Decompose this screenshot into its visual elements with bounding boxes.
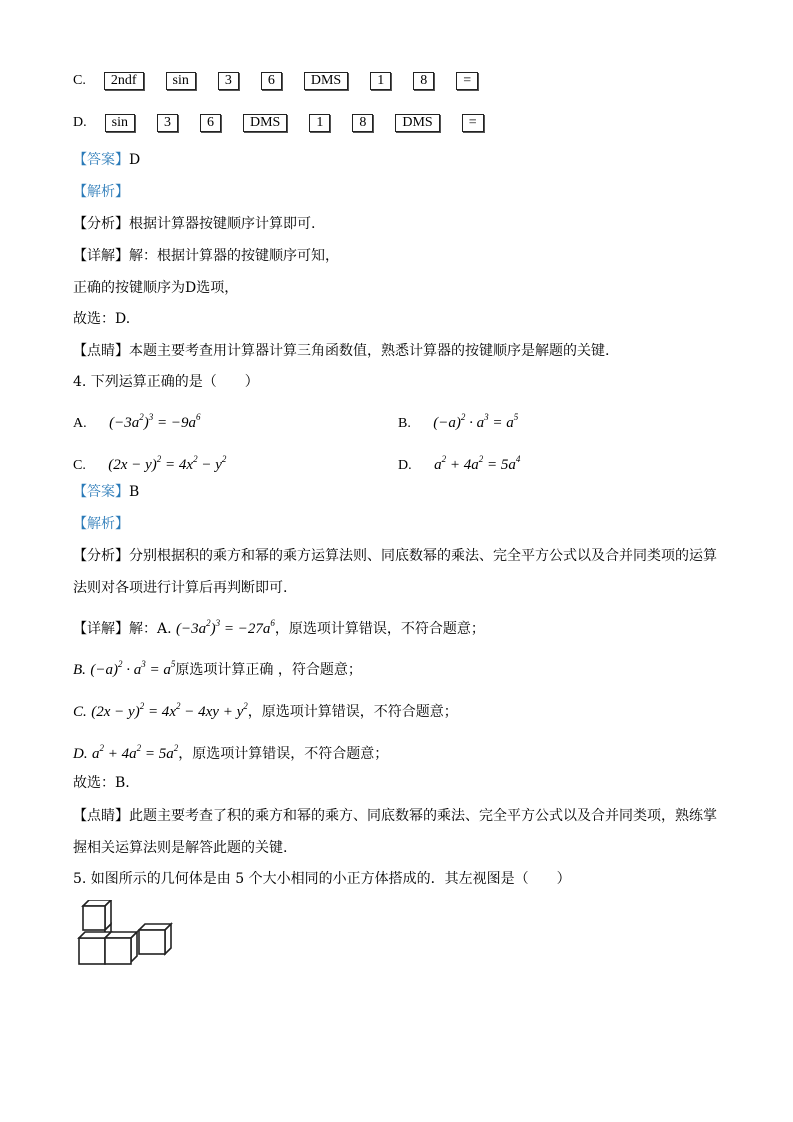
formula: $(-3a^2)^3 = -9a^6$ xyxy=(109,412,201,431)
cube-diagram xyxy=(75,900,185,970)
calc-key: DMS xyxy=(304,72,348,90)
detail-prefix: 【详解】解：A. xyxy=(73,621,172,637)
q4-analysis-tag: 【解析】 xyxy=(73,516,129,532)
q4-dianjing-2: 握相关运算法则是解答此题的关键. xyxy=(73,840,288,856)
q4-conclusion: 故选：B. xyxy=(73,775,130,791)
q4-answer xyxy=(73,482,139,502)
calc-key: 1 xyxy=(309,114,330,132)
calc-key: sin xyxy=(166,72,196,90)
option-label: D. xyxy=(73,115,87,130)
detail-suffix: ，原选项计算错误，不符合题意； xyxy=(274,621,485,637)
option-label: C. xyxy=(73,458,86,473)
formula: $(-a)^2 \cdot a^3 = a^5$ xyxy=(90,659,176,678)
q4-option-d xyxy=(398,449,520,476)
calc-key: 8 xyxy=(352,114,373,132)
q3-xiangjie: 【详解】解：根据计算器的按键顺序可知， xyxy=(73,248,339,264)
formula: $(-a)^2 \cdot a^3 = a^5$ xyxy=(433,412,519,431)
calc-key: sin xyxy=(105,114,135,132)
calc-key: 6 xyxy=(200,114,221,132)
detail-prefix: B. xyxy=(73,662,86,678)
q3-line2: 正确的按键顺序为D选项， xyxy=(73,280,239,296)
option-c-keys xyxy=(73,72,500,90)
option-label: A. xyxy=(73,416,87,431)
detail-suffix: ，原选项计算错误，不符合题意； xyxy=(247,704,458,720)
calc-key: 2ndf xyxy=(104,72,144,90)
formula: $(2x - y)^2 = 4x^2 - y^2$ xyxy=(108,454,227,473)
q3-dianjing: 【点睛】本题主要考查用计算器计算三角函数值，熟悉计算器的按键顺序是解题的关键. xyxy=(73,343,610,359)
calc-key: = xyxy=(462,114,484,132)
calc-key: 6 xyxy=(261,72,282,90)
detail-prefix: D. xyxy=(73,746,88,762)
q4-option-a xyxy=(73,407,200,434)
q4-detail-c xyxy=(73,696,458,722)
calc-key: DMS xyxy=(243,114,287,132)
calc-key: = xyxy=(456,72,478,90)
detail-prefix: C. xyxy=(73,704,87,720)
q5-stem: 5. 如图所示的几何体是由 5 个大小相同的小正方体搭成的．其左视图是（ ） xyxy=(73,871,571,887)
answer-tag: 【答案】 xyxy=(73,152,129,168)
answer-value: B xyxy=(129,484,140,500)
formula: $(2x - y)^2 = 4x^2 - 4xy + y^2$ xyxy=(91,701,248,720)
q4-fenxi-2: 法则对各项进行计算后再判断即可. xyxy=(73,580,288,596)
answer-tag: 【答案】 xyxy=(73,484,129,500)
q4-dianjing-1: 【点睛】此题主要考查了积的乘方和幂的乘方、同底数幂的乘法、完全平方公式以及合并同类项，熟练掌 xyxy=(73,808,717,824)
option-d-keys xyxy=(73,114,506,132)
q4-detail-a xyxy=(73,613,485,639)
option-label: C. xyxy=(73,73,86,88)
q3-answer xyxy=(73,150,140,170)
q3-fenxi: 【分析】根据计算器按键顺序计算即可. xyxy=(73,216,316,232)
q4-detail-d xyxy=(73,738,388,764)
detail-suffix: ，原选项计算错误，不符合题意； xyxy=(178,746,389,762)
detail-suffix: 原选项计算正确 ，符合题意； xyxy=(175,662,362,678)
calc-key: 3 xyxy=(157,114,178,132)
answer-value: D xyxy=(129,152,141,168)
option-label: D. xyxy=(398,458,412,473)
q4-stem: 4. 下列运算正确的是（ ） xyxy=(73,374,259,390)
q4-option-b xyxy=(398,407,518,434)
option-label: B. xyxy=(398,416,411,431)
q3-analysis-tag: 【解析】 xyxy=(73,184,129,200)
cube-figure xyxy=(75,900,185,974)
q4-fenxi-1: 【分析】分别根据积的乘方和幂的乘方运算法则、同底数幂的乘法、完全平方公式以及合并同类项的运算 xyxy=(73,548,717,564)
calc-key: 1 xyxy=(370,72,391,90)
q4-detail-b xyxy=(73,654,362,680)
calc-key: DMS xyxy=(395,114,439,132)
formula: $a^2 + 4a^2 = 5a^2$ xyxy=(92,743,179,762)
q3-conclusion: 故选：D. xyxy=(73,311,131,327)
q4-option-c xyxy=(73,449,226,476)
calc-key: 3 xyxy=(218,72,239,90)
formula: $a^2 + 4a^2 = 5a^4$ xyxy=(434,454,521,473)
formula: $(-3a^2)^3 = -27a^6$ xyxy=(176,618,275,637)
calc-key: 8 xyxy=(413,72,434,90)
